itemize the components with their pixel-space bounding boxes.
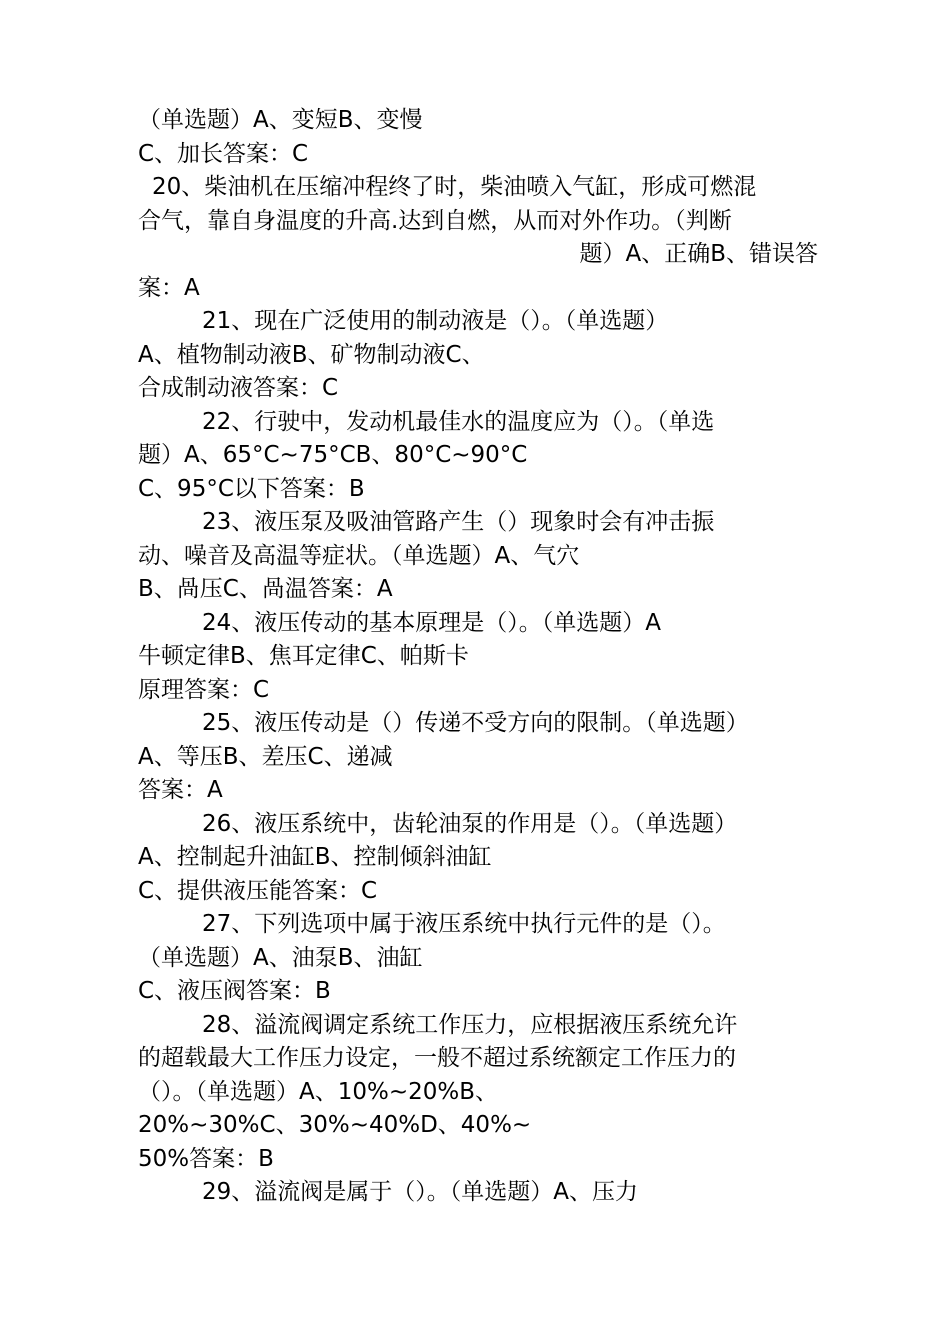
text-line: 动、噪音及高温等症状。（单选题）A、气穴 xyxy=(138,543,580,569)
text-line: 的超载最大工作压力设定，一般不超过系统额定工作压力的 xyxy=(138,1045,736,1071)
question-25: 25、液压传动是（）传递不受方向的限制。（单选题） xyxy=(202,710,749,736)
question-21: 21、现在广泛使用的制动液是（）。（单选题） xyxy=(202,308,669,334)
text-line: 答案：A xyxy=(138,777,223,803)
text-line: 50%答案：B xyxy=(138,1146,274,1172)
question-24: 24、液压传动的基本原理是（）。（单选题）A xyxy=(202,610,662,636)
text-line: （）。（单选题）A、10%~20%B、 xyxy=(138,1079,499,1105)
text-line: 合成制动液答案：C xyxy=(138,375,339,401)
text-line: C、液压阀答案：B xyxy=(138,978,331,1004)
text-line: 牛顿定律B、焦耳定律C、帕斯卡 xyxy=(138,643,469,669)
question-27: 27、下列选项中属于液压系统中执行元件的是（）。 xyxy=(202,911,726,937)
text-line: 合气，靠自身温度的升高.达到自燃，从而对外作功。（判断 xyxy=(138,208,732,234)
text-line: 案：A xyxy=(138,275,200,301)
question-20: 20、柴油机在压缩冲程终了时，柴油喷入气缸，形成可燃混 xyxy=(152,174,757,200)
question-23: 23、液压泵及吸油管路产生（）现象时会有冲击振 xyxy=(202,509,715,535)
text-line: A、植物制动液B、矿物制动液C、 xyxy=(138,342,485,368)
question-22: 22、行驶中，发动机最佳水的温度应为（）。（单选 xyxy=(202,409,715,435)
text-line: C、95°C以下答案：B xyxy=(138,476,365,502)
text-line: 20%~30%C、30%~40%D、40%~ xyxy=(138,1112,532,1138)
text-line: C、加长答案：C xyxy=(138,141,309,167)
text-line: B、咼压C、咼温答案：A xyxy=(138,576,393,602)
text-line: 原理答案：C xyxy=(138,677,270,703)
text-line: A、控制起升油缸B、控制倾斜油缸 xyxy=(138,844,492,870)
text-line: （单选题）A、变短B、变慢 xyxy=(138,107,423,133)
text-line: C、提供液压能答案：C xyxy=(138,878,378,904)
text-line: 题）A、65°C~75°CB、80°C~90°C xyxy=(138,442,528,468)
text-line: （单选题）A、油泵B、油缸 xyxy=(138,945,423,971)
question-29: 29、溢流阀是属于（）。（单选题）A、压力 xyxy=(202,1179,639,1205)
text-line: A、等压B、差压C、递减 xyxy=(138,744,393,770)
question-26: 26、液压系统中，齿轮油泵的作用是（）。（单选题） xyxy=(202,811,738,837)
text-line: 题）A、正确B、错误答 xyxy=(579,241,818,267)
question-28: 28、溢流阀调定系统工作压力，应根据液压系统允许 xyxy=(202,1012,738,1038)
